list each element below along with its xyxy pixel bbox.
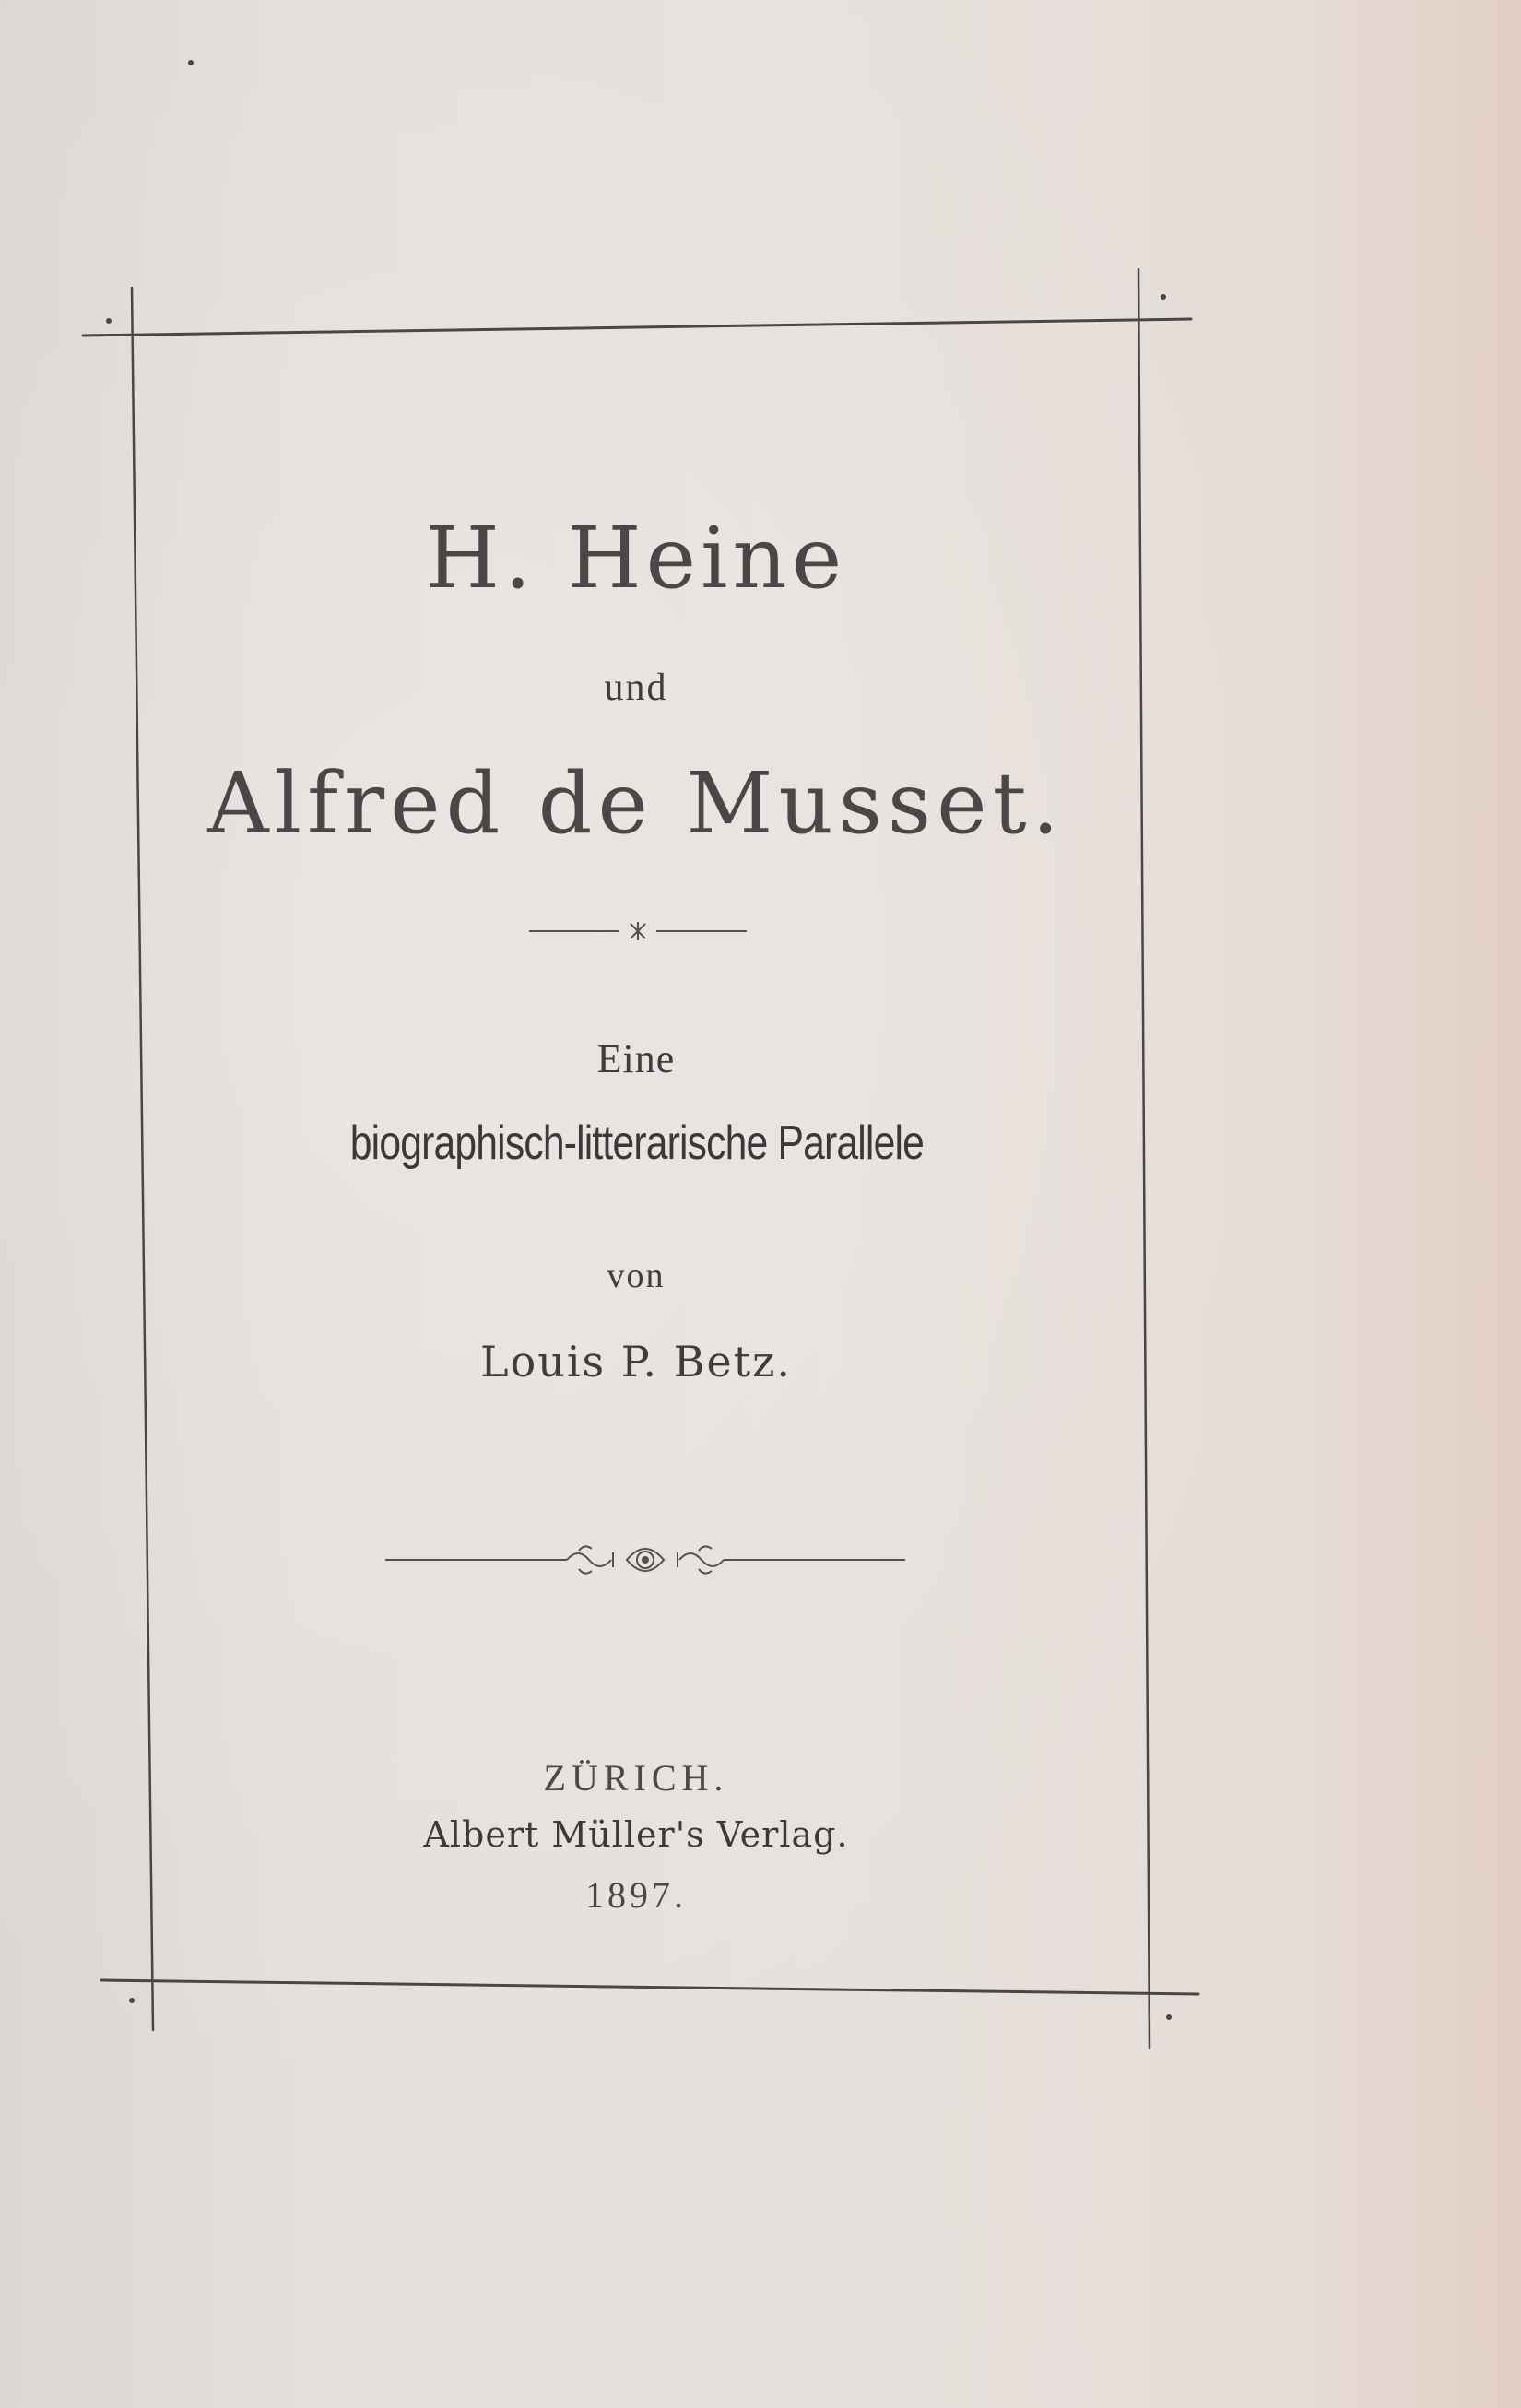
title-line-2: Alfred de Musset.	[207, 754, 1065, 853]
byline-von: von	[607, 1257, 666, 1295]
corner-dot	[129, 1998, 135, 2003]
frame-top-rule	[83, 319, 1191, 336]
author-name: Louis P. Betz.	[479, 1337, 793, 1387]
frame-bottom-rule	[101, 1980, 1198, 1994]
corner-dot	[106, 318, 112, 324]
title-line-1: H. Heine	[425, 509, 847, 608]
corner-dot	[1166, 2014, 1172, 2020]
subtitle-line-2: biographisch-litterarische Parallele	[349, 1116, 925, 1170]
subtitle-line-1: Eine	[596, 1036, 676, 1081]
ornamental-divider	[385, 1546, 905, 1573]
imprint-city: ZÜRICH.	[543, 1757, 729, 1799]
title-connector: und	[604, 667, 668, 709]
corner-dot	[1161, 294, 1166, 300]
star-divider	[529, 922, 747, 940]
imprint-publisher: Albert Müller's Verlag.	[423, 1814, 849, 1855]
stray-mark	[188, 60, 194, 65]
imprint-year: 1897.	[585, 1874, 687, 1916]
